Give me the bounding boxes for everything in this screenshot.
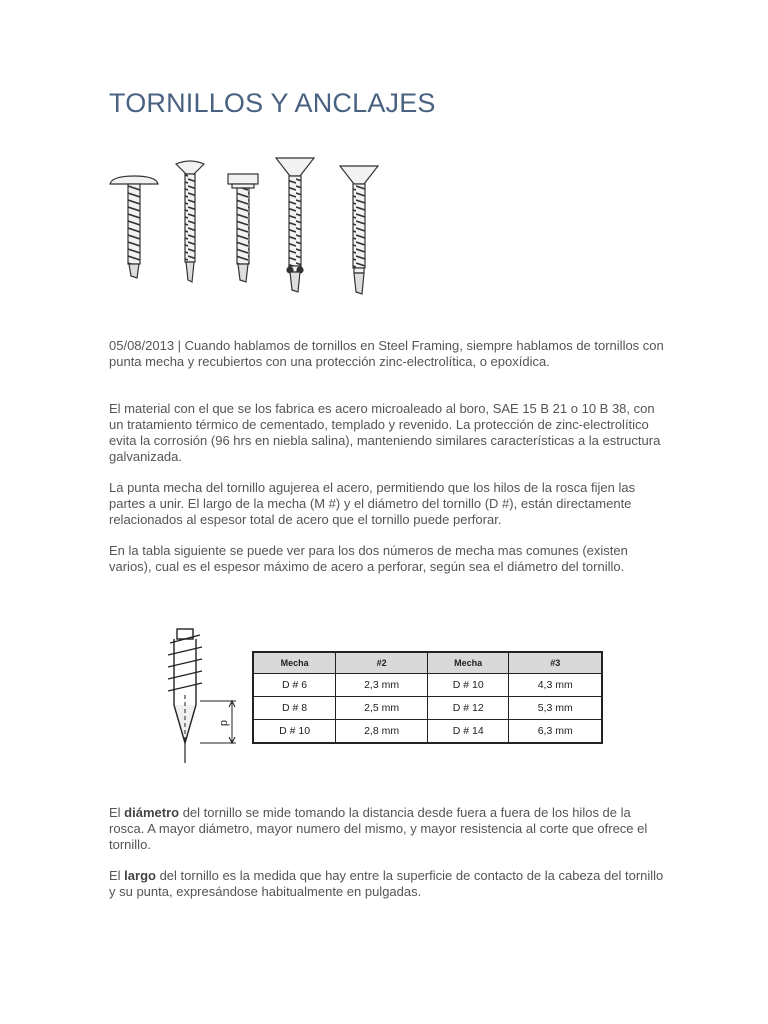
table-header-cell: #2 [336, 652, 428, 674]
table-cell: 2,5 mm [336, 697, 428, 720]
table-cell: 5,3 mm [509, 697, 602, 720]
table-cell: D # 14 [427, 720, 508, 744]
table-row [253, 674, 602, 697]
paragraph-diameter-post: del tornillo se mide tomando la distancia desde fuera a fuera de los hilos de la rosca. A mayor diámetro, mayor numero del mismo, y mayor resistencia al corte que ofrece el tornillo. [109, 805, 648, 852]
screw-flat-countersunk [340, 166, 378, 294]
table-cell: 6,3 mm [509, 720, 602, 744]
table-cell: D # 10 [427, 674, 508, 697]
table-row [253, 720, 602, 744]
paragraph-table-intro: En la tabla siguiente se puede ver para los dos números de mecha mas comunes (existen varios), cual es el espesor máximo de acero a perforar, según sea el diámetro del tornillo. [109, 543, 628, 574]
paragraph-length-pre: El [109, 868, 125, 883]
paragraph-intro: 05/08/2013 | Cuando hablamos de tornillos en Steel Framing, siempre hablamos de tornillos con punta mecha y recubiertos con una protección zinc-electrolítica, o epoxídica. [109, 338, 664, 369]
screws-illustration [104, 150, 384, 300]
paragraph-drill-tip: La punta mecha del tornillo agujerea el acero, permitiendo que los hilos de la rosca fijen las partes a unir. El largo de la mecha (M #) y el diámetro del tornillo (D #), están directamente relacionados al espesor total de acero que el tornillo puede perforar. [109, 480, 636, 527]
drill-tip-diagram [150, 625, 250, 767]
table-header-cell: Mecha [427, 652, 508, 674]
table-cell: 2,8 mm [336, 720, 428, 744]
screw-flat-head-winged [276, 158, 314, 292]
screw-hex-head [228, 174, 258, 282]
table-cell: D # 8 [253, 697, 336, 720]
screw-wafer-head [110, 176, 158, 278]
paragraph-diameter [109, 805, 669, 853]
paragraph-length-post: del tornillo es la medida que hay entre la superficie de contacto de la cabeza del tornillo y su punta, expresándose habitualmente en pulgadas. [109, 868, 664, 899]
table-header-cell: Mecha [253, 652, 336, 674]
table-cell: 2,3 mm [336, 674, 428, 697]
table-header-row [253, 652, 602, 674]
term-largo: largo [124, 868, 156, 883]
table-cell: D # 12 [427, 697, 508, 720]
drill-spec-table [252, 651, 603, 744]
paragraph-length [109, 868, 669, 900]
term-diametro: diámetro [124, 805, 180, 820]
table-cell: 4,3 mm [509, 674, 602, 697]
paragraph-material: El material con el que se los fabrica es acero microaleado al boro, SAE 15 B 21 o 10 B 38, con un tratamiento térmico de cementado, templado y revenido. La protección de zinc-electrolítico evita la corrosión (96 hrs en niebla salina), manteniendo similares características a la estructura galvanizada. [109, 401, 661, 464]
paragraph-diameter-pre: El [109, 805, 125, 820]
table-row [253, 697, 602, 720]
dimension-label: p [218, 719, 230, 727]
table-cell: D # 6 [253, 674, 336, 697]
table-cell: D # 10 [253, 720, 336, 744]
screw-bugle-head [176, 161, 204, 282]
page-title: TORNILLOS Y ANCLAJES [109, 88, 436, 118]
table-header-cell: #3 [509, 652, 602, 674]
